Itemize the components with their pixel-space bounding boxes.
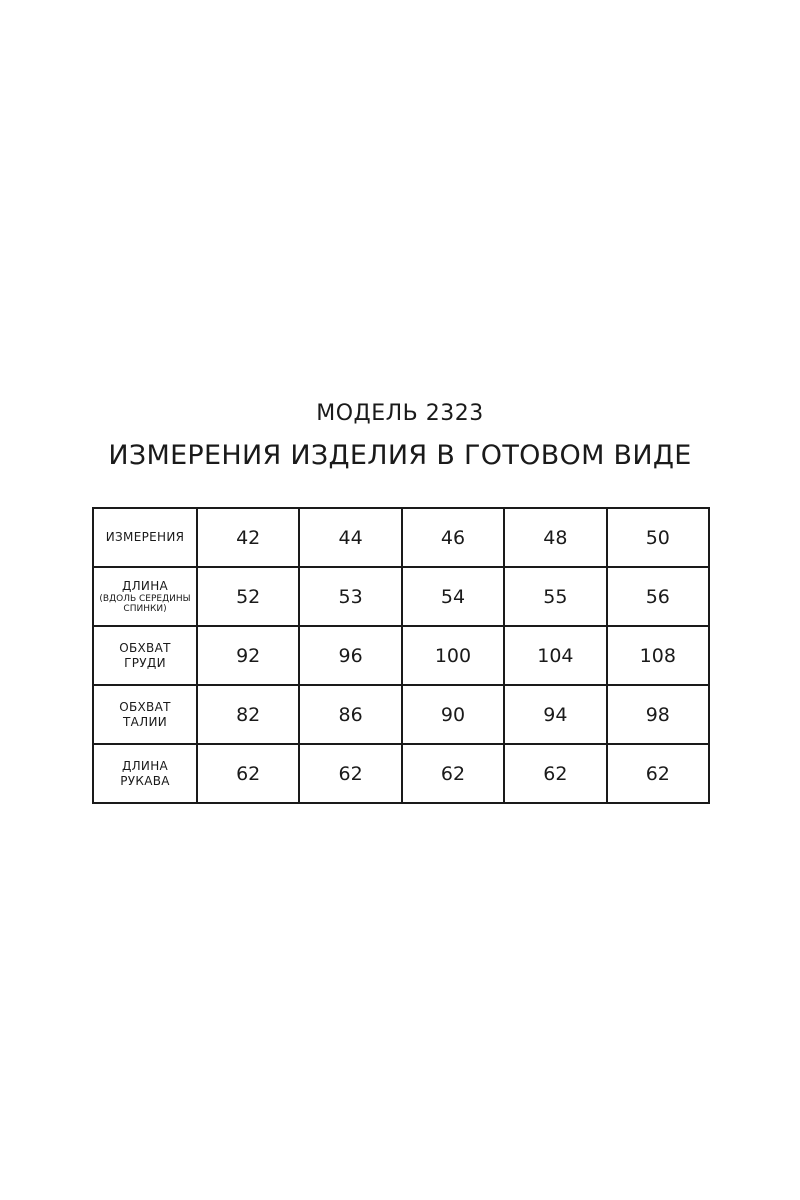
row-label-length: [93, 567, 197, 626]
size-header-cell: 44: [299, 508, 401, 567]
table-cell: 98: [607, 685, 709, 744]
size-chart-table: [92, 507, 710, 804]
table-cell: 104: [504, 626, 606, 685]
table-cell: 54: [402, 567, 504, 626]
table-row: [93, 626, 709, 685]
row-label-text: ОБХВАТ: [119, 640, 171, 655]
table-row: [93, 567, 709, 626]
table-cell: 62: [504, 744, 606, 803]
page-title: ИЗМЕРЕНИЯ ИЗДЕЛИЯ В ГОТОВОМ ВИДЕ: [108, 440, 692, 471]
table-cell: 52: [197, 567, 299, 626]
table-cell: 56: [607, 567, 709, 626]
size-header-cell: 48: [504, 508, 606, 567]
size-header-cell: 50: [607, 508, 709, 567]
row-label-chest: [93, 626, 197, 685]
table-row: [93, 744, 709, 803]
row-label-text: ДЛИНА: [121, 579, 169, 593]
table-cell: 86: [299, 685, 401, 744]
table-cell: 96: [299, 626, 401, 685]
model-number-title: МОДЕЛЬ 2323: [316, 401, 484, 426]
table-cell: 62: [299, 744, 401, 803]
row-label-text: ДЛИНА: [121, 758, 169, 773]
table-cell: 62: [197, 744, 299, 803]
table-cell: 108: [607, 626, 709, 685]
table-cell: 90: [402, 685, 504, 744]
table-cell: 62: [402, 744, 504, 803]
row-label-sleeve: [93, 744, 197, 803]
size-header-cell: 46: [402, 508, 504, 567]
row-label-measurements: ИЗМЕРЕНИЯ: [93, 508, 197, 567]
table-cell: 53: [299, 567, 401, 626]
table-cell: 100: [402, 626, 504, 685]
table-cell: 62: [607, 744, 709, 803]
table-header-row: [93, 508, 709, 567]
row-label-waist: [93, 685, 197, 744]
row-label-text: РУКАВА: [120, 773, 170, 788]
row-label-note: (ВДОЛЬ СЕРЕДИНЫ СПИНКИ): [99, 594, 191, 614]
row-label-text: ТАЛИИ: [122, 714, 167, 729]
row-label-text: ГРУДИ: [124, 655, 166, 670]
table-cell: 92: [197, 626, 299, 685]
size-header-cell: 42: [197, 508, 299, 567]
table-cell: 94: [504, 685, 606, 744]
row-label-text: ОБХВАТ: [119, 699, 171, 714]
table-cell: 55: [504, 567, 606, 626]
table-cell: 82: [197, 685, 299, 744]
table-row: [93, 685, 709, 744]
